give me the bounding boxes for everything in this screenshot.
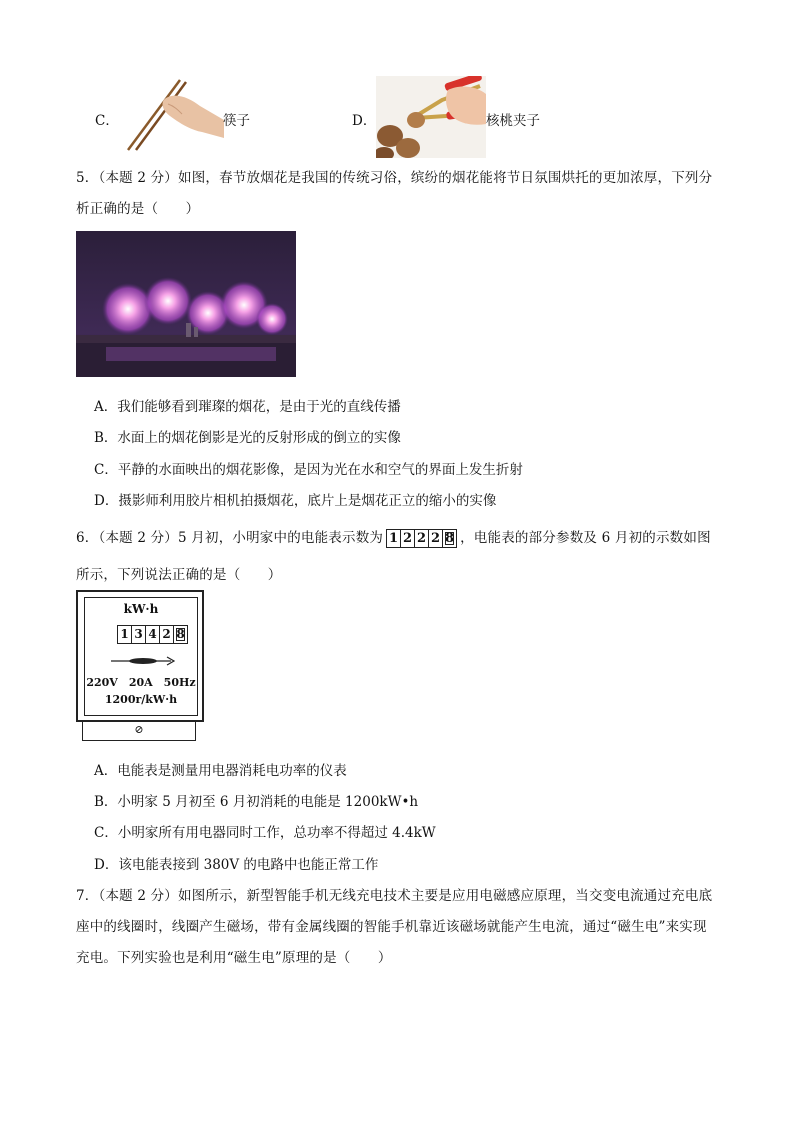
fireworks-image — [76, 231, 296, 377]
q6-stem-line2: 所示，下列说法正确的是（ ） — [76, 567, 282, 583]
q6-option-d: D．该电能表接到 380V 的电路中也能正常工作 — [94, 857, 379, 873]
meter-digit: 3 — [132, 626, 146, 643]
meter-digit: 1 — [118, 626, 132, 643]
q7-stem-line1: 7．（本题 2 分）如图所示，新型智能手机无线充电技术主要是应用电磁感应原理，当交变电流通过充电底 — [76, 888, 713, 904]
option-d-label: 核桃夹子 — [486, 113, 540, 129]
meter-digit: 2 — [160, 626, 174, 643]
q6-stem-line1 — [76, 526, 711, 548]
q5-option-d: D．摄影师利用胶片相机拍摄烟花，底片上是烟花正立的缩小的实像 — [94, 493, 497, 509]
electricity-meter-figure — [76, 590, 204, 744]
q5-stem-line2: 析正确的是（ ） — [76, 201, 200, 217]
q5-option-c: C．平静的水面映出的烟花影像，是因为光在水和空气的界面上发生折射 — [94, 462, 523, 478]
q6-stem-after: ，电能表的部分参数及 6 月初的示数如图 — [460, 530, 711, 546]
q5-option-b: B．水面上的烟花倒影是光的反射形成的倒立的实像 — [94, 430, 401, 446]
reading-digit: 2 — [401, 530, 415, 547]
meter-digit: 4 — [146, 626, 160, 643]
q6-stem-before: 6．（本题 2 分）5 月初，小明家中的电能表示数为 — [76, 530, 384, 546]
meter-digit-decimal: 8 — [174, 626, 187, 643]
q6-option-b: B．小明家 5 月初至 6 月初消耗的电能是 1200kW•h — [94, 794, 419, 810]
meter-reading-june — [117, 625, 188, 644]
option-d-letter: D． — [352, 113, 377, 129]
q5-stem-line1: 5．（本题 2 分）如图，春节放烟花是我国的传统习俗，缤纷的烟花能将节日氛围烘托的更加浓厚，下列分 — [76, 170, 713, 186]
option-c-letter: C． — [95, 113, 119, 129]
reading-digit: 2 — [415, 530, 429, 547]
meter-params-line1: 220V 20A 50Hz — [86, 676, 196, 689]
reading-digit: 2 — [429, 530, 443, 547]
reading-digit: 1 — [387, 530, 401, 547]
meter-reading-may — [386, 529, 457, 548]
q5-option-a: A．我们能够看到璀璨的烟花，是由于光的直线传播 — [94, 399, 401, 415]
meter-disc-arrow-icon — [111, 656, 175, 666]
meter-body — [76, 590, 204, 722]
meter-unit: kW·h — [123, 602, 159, 616]
q6-option-c: C．小明家所有用电器同时工作，总功率不得超过 4.4kW — [94, 825, 436, 841]
q6-option-a: A．电能表是测量用电器消耗电功率的仪表 — [94, 763, 347, 779]
meter-terminal-cover — [82, 720, 196, 741]
reading-digit-decimal: 8 — [444, 531, 455, 546]
option-c-label: 筷子 — [223, 113, 250, 129]
q7-stem-line2: 座中的线圈时，线圈产生磁场，带有金属线圈的智能手机靠近该磁场就能产生电流，通过“磁生电”来实现 — [76, 919, 707, 935]
chopsticks-image — [120, 76, 224, 152]
nutcracker-image — [376, 76, 486, 158]
meter-panel — [84, 597, 198, 716]
meter-params-line2: 1200r/kW·h — [104, 693, 178, 706]
meter-foot-symbol: ⊘ — [134, 723, 144, 736]
q7-stem-line3: 充电。下列实验也是利用“磁生电”原理的是（ ） — [76, 950, 392, 966]
